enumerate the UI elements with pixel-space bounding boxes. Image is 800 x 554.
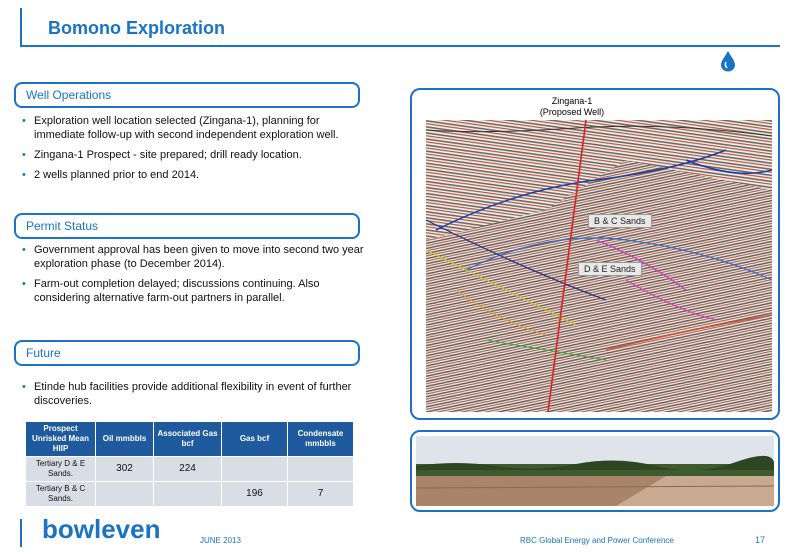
list-item: • Zingana-1 Prospect - site prepared; drill ready location. [22,148,372,162]
bc-sands-label: B & C Sands [588,214,652,228]
well-operations-list [22,114,372,188]
page-title: Bomono Exploration [48,18,225,38]
permit-status-heading: Permit Status [26,219,99,233]
table-cell: 196 [222,482,288,507]
table-header: Prospect Unrisked Mean HIIP [26,422,96,457]
table-row [26,457,354,482]
well-subtitle: (Proposed Well) [539,107,605,117]
table-header: Oil mmbbls [96,422,154,457]
water-drop-icon [718,50,738,72]
table-cell [154,482,222,507]
table-header: Associated Gas bcf [154,422,222,457]
table-cell: 224 [154,457,222,482]
table-cell: Tertiary B & C Sands. [26,482,96,507]
table-row [26,482,354,507]
resources-table [25,421,354,507]
list-item: • Farm-out completion delayed; discussions continuing. Also considering alternative farm-out partners in parallel. [22,277,372,305]
table-header: Condensate mmbbls [288,422,354,457]
company-logo: bowleven [42,514,161,544]
title-divider [20,45,780,47]
list-item: • 2 wells planned prior to end 2014. [22,168,372,182]
well-name: Zingana-1 [551,96,593,106]
well-label [512,96,632,118]
list-item: • Government approval has been given to move into second two year exploration phase (to December 2014). [22,243,372,271]
list-item: • Exploration well location selected (Zingana-1), planning for immediate follow-up with second independent exploration well. [22,114,372,142]
table-cell: 7 [288,482,354,507]
table-cell: Tertiary D & E Sands. [26,457,96,482]
future-heading: Future [26,346,61,360]
permit-status-list [22,243,372,311]
future-heading-box [14,340,360,366]
table-cell [96,482,154,507]
table-cell [222,457,288,482]
table-cell: 302 [96,457,154,482]
well-operations-heading: Well Operations [26,88,112,102]
site-photo-image [416,436,774,506]
footer-accent-bar [20,519,22,547]
list-item: • Etinde hub facilities provide additional flexibility in event of further discoveries. [22,380,372,408]
page-number: 17 [755,535,766,545]
footer-conference: RBC Global Energy and Power Conference [520,536,674,545]
future-list [22,380,372,414]
well-operations-heading-box [14,82,360,108]
footer-date: JUNE 2013 [200,536,241,545]
title-accent-bar [20,8,22,47]
de-sands-label: D & E Sands [578,262,642,276]
table-cell [288,457,354,482]
permit-status-heading-box [14,213,360,239]
table-header: Gas bcf [222,422,288,457]
